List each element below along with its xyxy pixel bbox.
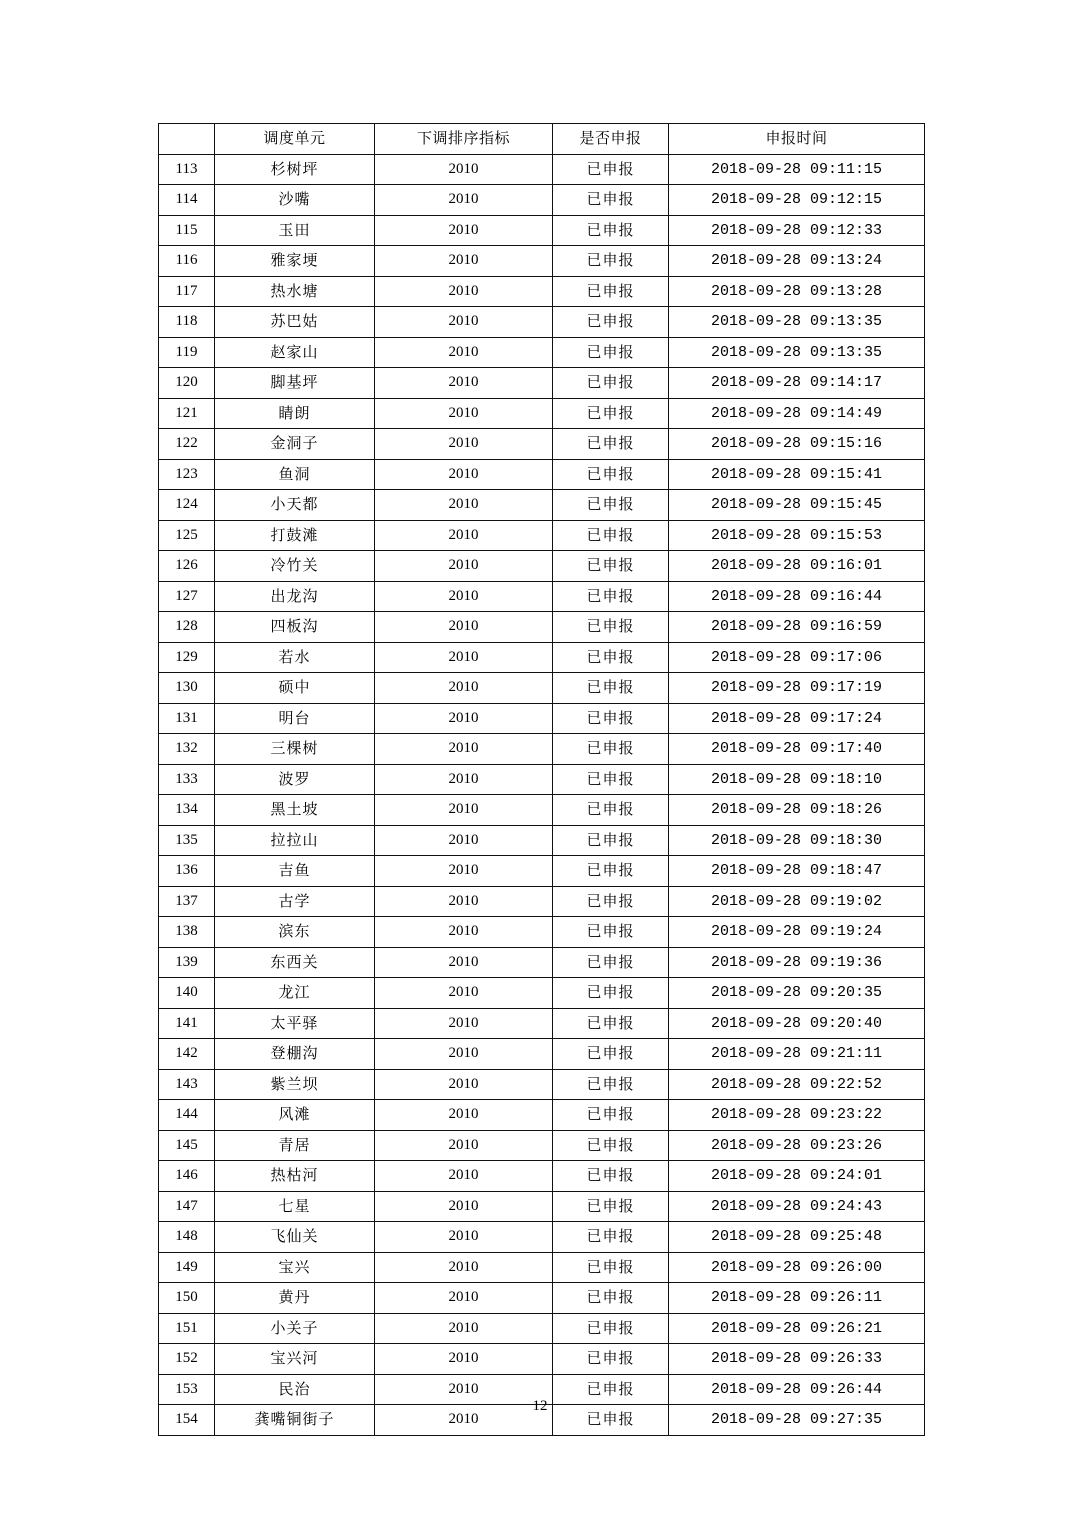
cell-unit: 沙嘴 (215, 185, 375, 216)
cell-time: 2018-09-28 09:16:44 (669, 581, 925, 612)
cell-index: 143 (159, 1069, 215, 1100)
cell-unit: 出龙沟 (215, 581, 375, 612)
cell-index: 117 (159, 276, 215, 307)
cell-metric: 2010 (375, 337, 553, 368)
table-row (159, 1283, 925, 1314)
cell-metric: 2010 (375, 459, 553, 490)
cell-unit: 黄丹 (215, 1283, 375, 1314)
cell-declared: 已申报 (553, 551, 669, 582)
cell-metric: 2010 (375, 703, 553, 734)
cell-index: 118 (159, 307, 215, 338)
table-body (159, 154, 925, 1435)
cell-time: 2018-09-28 09:17:06 (669, 642, 925, 673)
cell-metric: 2010 (375, 581, 553, 612)
cell-index: 145 (159, 1130, 215, 1161)
cell-metric: 2010 (375, 612, 553, 643)
cell-time: 2018-09-28 09:24:43 (669, 1191, 925, 1222)
cell-declared: 已申报 (553, 612, 669, 643)
cell-declared: 已申报 (553, 398, 669, 429)
cell-index: 148 (159, 1222, 215, 1253)
cell-metric: 2010 (375, 185, 553, 216)
table-row (159, 1344, 925, 1375)
cell-index: 127 (159, 581, 215, 612)
cell-declared: 已申报 (553, 734, 669, 765)
table-row (159, 520, 925, 551)
cell-index: 149 (159, 1252, 215, 1283)
cell-metric: 2010 (375, 368, 553, 399)
table-row (159, 185, 925, 216)
cell-metric: 2010 (375, 795, 553, 826)
dispatch-declaration-table (158, 123, 925, 1436)
table-row (159, 1039, 925, 1070)
cell-unit: 三棵树 (215, 734, 375, 765)
cell-unit: 明台 (215, 703, 375, 734)
table-row (159, 581, 925, 612)
table-row (159, 917, 925, 948)
cell-declared: 已申报 (553, 368, 669, 399)
cell-time: 2018-09-28 09:20:35 (669, 978, 925, 1009)
cell-index: 115 (159, 215, 215, 246)
table-row (159, 947, 925, 978)
cell-unit: 龚嘴铜街子 (215, 1405, 375, 1436)
cell-unit: 热枯河 (215, 1161, 375, 1192)
table-row (159, 1161, 925, 1192)
cell-metric: 2010 (375, 1405, 553, 1436)
cell-metric: 2010 (375, 1313, 553, 1344)
cell-time: 2018-09-28 09:19:24 (669, 917, 925, 948)
cell-declared: 已申报 (553, 642, 669, 673)
cell-index: 151 (159, 1313, 215, 1344)
cell-time: 2018-09-28 09:13:28 (669, 276, 925, 307)
cell-time: 2018-09-28 09:26:44 (669, 1374, 925, 1405)
cell-index: 124 (159, 490, 215, 521)
cell-index: 141 (159, 1008, 215, 1039)
table-row (159, 276, 925, 307)
cell-metric: 2010 (375, 215, 553, 246)
table-row (159, 1100, 925, 1131)
cell-index: 114 (159, 185, 215, 216)
cell-metric: 2010 (375, 1100, 553, 1131)
cell-index: 132 (159, 734, 215, 765)
cell-index: 131 (159, 703, 215, 734)
cell-unit: 七星 (215, 1191, 375, 1222)
cell-time: 2018-09-28 09:14:17 (669, 368, 925, 399)
cell-index: 122 (159, 429, 215, 460)
cell-index: 140 (159, 978, 215, 1009)
cell-unit: 雅家埂 (215, 246, 375, 277)
cell-unit: 赵家山 (215, 337, 375, 368)
cell-time: 2018-09-28 09:13:35 (669, 307, 925, 338)
table-row (159, 825, 925, 856)
cell-index: 154 (159, 1405, 215, 1436)
table-header-row (159, 124, 925, 155)
cell-time: 2018-09-28 09:23:26 (669, 1130, 925, 1161)
cell-metric: 2010 (375, 1161, 553, 1192)
page-number: 12 (532, 1398, 548, 1414)
table-row (159, 1313, 925, 1344)
table-row (159, 1222, 925, 1253)
cell-metric: 2010 (375, 398, 553, 429)
cell-time: 2018-09-28 09:18:10 (669, 764, 925, 795)
table-row (159, 856, 925, 887)
cell-metric: 2010 (375, 1252, 553, 1283)
cell-declared: 已申报 (553, 1069, 669, 1100)
cell-unit: 金洞子 (215, 429, 375, 460)
cell-index: 129 (159, 642, 215, 673)
table-row (159, 490, 925, 521)
cell-metric: 2010 (375, 520, 553, 551)
cell-index: 137 (159, 886, 215, 917)
cell-index: 144 (159, 1100, 215, 1131)
cell-index: 139 (159, 947, 215, 978)
cell-time: 2018-09-28 09:17:19 (669, 673, 925, 704)
cell-index: 116 (159, 246, 215, 277)
cell-time: 2018-09-28 09:26:00 (669, 1252, 925, 1283)
cell-declared: 已申报 (553, 490, 669, 521)
cell-declared: 已申报 (553, 520, 669, 551)
cell-metric: 2010 (375, 825, 553, 856)
cell-metric: 2010 (375, 490, 553, 521)
cell-index: 119 (159, 337, 215, 368)
cell-declared: 已申报 (553, 1283, 669, 1314)
cell-unit: 波罗 (215, 764, 375, 795)
cell-index: 150 (159, 1283, 215, 1314)
cell-index: 113 (159, 154, 215, 185)
cell-metric: 2010 (375, 154, 553, 185)
table-row (159, 1130, 925, 1161)
cell-unit: 宝兴河 (215, 1344, 375, 1375)
cell-metric: 2010 (375, 551, 553, 582)
cell-time: 2018-09-28 09:17:24 (669, 703, 925, 734)
cell-time: 2018-09-28 09:16:59 (669, 612, 925, 643)
column-header-time: 申报时间 (669, 124, 925, 155)
table-row (159, 886, 925, 917)
cell-index: 126 (159, 551, 215, 582)
cell-metric: 2010 (375, 764, 553, 795)
cell-time: 2018-09-28 09:27:35 (669, 1405, 925, 1436)
cell-index: 133 (159, 764, 215, 795)
cell-index: 134 (159, 795, 215, 826)
cell-unit: 打鼓滩 (215, 520, 375, 551)
cell-declared: 已申报 (553, 185, 669, 216)
cell-metric: 2010 (375, 1130, 553, 1161)
cell-time: 2018-09-28 09:15:53 (669, 520, 925, 551)
cell-declared: 已申报 (553, 337, 669, 368)
column-header-index (159, 124, 215, 155)
cell-time: 2018-09-28 09:18:26 (669, 795, 925, 826)
cell-time: 2018-09-28 09:12:15 (669, 185, 925, 216)
cell-declared: 已申报 (553, 246, 669, 277)
cell-metric: 2010 (375, 1222, 553, 1253)
cell-metric: 2010 (375, 1069, 553, 1100)
table-header (159, 124, 925, 155)
cell-unit: 滨东 (215, 917, 375, 948)
cell-time: 2018-09-28 09:17:40 (669, 734, 925, 765)
cell-declared: 已申报 (553, 703, 669, 734)
cell-metric: 2010 (375, 429, 553, 460)
cell-unit: 杉树坪 (215, 154, 375, 185)
cell-declared: 已申报 (553, 978, 669, 1009)
cell-index: 153 (159, 1374, 215, 1405)
table-row (159, 764, 925, 795)
cell-time: 2018-09-28 09:21:11 (669, 1039, 925, 1070)
cell-declared: 已申报 (553, 1405, 669, 1436)
cell-unit: 东西关 (215, 947, 375, 978)
cell-time: 2018-09-28 09:19:02 (669, 886, 925, 917)
cell-metric: 2010 (375, 978, 553, 1009)
cell-unit: 紫兰坝 (215, 1069, 375, 1100)
cell-declared: 已申报 (553, 856, 669, 887)
cell-time: 2018-09-28 09:18:30 (669, 825, 925, 856)
cell-declared: 已申报 (553, 1130, 669, 1161)
cell-declared: 已申报 (553, 1222, 669, 1253)
table-row (159, 642, 925, 673)
cell-unit: 小天都 (215, 490, 375, 521)
cell-index: 125 (159, 520, 215, 551)
cell-declared: 已申报 (553, 795, 669, 826)
table-row (159, 551, 925, 582)
column-header-declared: 是否申报 (553, 124, 669, 155)
cell-metric: 2010 (375, 1374, 553, 1405)
cell-time: 2018-09-28 09:15:16 (669, 429, 925, 460)
table-row (159, 337, 925, 368)
table-row (159, 246, 925, 277)
cell-unit: 风滩 (215, 1100, 375, 1131)
cell-declared: 已申报 (553, 1344, 669, 1375)
cell-index: 147 (159, 1191, 215, 1222)
cell-time: 2018-09-28 09:13:35 (669, 337, 925, 368)
cell-declared: 已申报 (553, 1161, 669, 1192)
cell-index: 136 (159, 856, 215, 887)
cell-time: 2018-09-28 09:26:21 (669, 1313, 925, 1344)
table-row (159, 734, 925, 765)
cell-time: 2018-09-28 09:19:36 (669, 947, 925, 978)
table-row (159, 1191, 925, 1222)
cell-metric: 2010 (375, 1283, 553, 1314)
cell-declared: 已申报 (553, 886, 669, 917)
table-row (159, 215, 925, 246)
table-row (159, 1008, 925, 1039)
cell-metric: 2010 (375, 734, 553, 765)
cell-declared: 已申报 (553, 1191, 669, 1222)
cell-unit: 硕中 (215, 673, 375, 704)
cell-unit: 吉鱼 (215, 856, 375, 887)
cell-unit: 玉田 (215, 215, 375, 246)
cell-declared: 已申报 (553, 917, 669, 948)
cell-metric: 2010 (375, 1008, 553, 1039)
cell-time: 2018-09-28 09:14:49 (669, 398, 925, 429)
column-header-metric: 下调排序指标 (375, 124, 553, 155)
cell-metric: 2010 (375, 886, 553, 917)
cell-declared: 已申报 (553, 764, 669, 795)
cell-metric: 2010 (375, 642, 553, 673)
cell-metric: 2010 (375, 947, 553, 978)
cell-unit: 四板沟 (215, 612, 375, 643)
cell-unit: 小关子 (215, 1313, 375, 1344)
cell-unit: 黑土坡 (215, 795, 375, 826)
cell-metric: 2010 (375, 673, 553, 704)
table-row (159, 368, 925, 399)
cell-index: 135 (159, 825, 215, 856)
cell-index: 128 (159, 612, 215, 643)
cell-unit: 民治 (215, 1374, 375, 1405)
table-row (159, 673, 925, 704)
cell-unit: 若水 (215, 642, 375, 673)
cell-metric: 2010 (375, 276, 553, 307)
cell-metric: 2010 (375, 856, 553, 887)
cell-unit: 飞仙关 (215, 1222, 375, 1253)
cell-time: 2018-09-28 09:11:15 (669, 154, 925, 185)
cell-time: 2018-09-28 09:20:40 (669, 1008, 925, 1039)
cell-index: 146 (159, 1161, 215, 1192)
table-row (159, 154, 925, 185)
cell-unit: 睛朗 (215, 398, 375, 429)
table-row (159, 795, 925, 826)
cell-unit: 苏巴姑 (215, 307, 375, 338)
cell-declared: 已申报 (553, 1100, 669, 1131)
cell-declared: 已申报 (553, 307, 669, 338)
cell-time: 2018-09-28 09:16:01 (669, 551, 925, 582)
table-row (159, 1069, 925, 1100)
cell-declared: 已申报 (553, 1039, 669, 1070)
cell-unit: 宝兴 (215, 1252, 375, 1283)
cell-declared: 已申报 (553, 673, 669, 704)
cell-time: 2018-09-28 09:23:22 (669, 1100, 925, 1131)
cell-unit: 古学 (215, 886, 375, 917)
cell-unit: 龙江 (215, 978, 375, 1009)
cell-time: 2018-09-28 09:12:33 (669, 215, 925, 246)
cell-time: 2018-09-28 09:15:45 (669, 490, 925, 521)
table-row (159, 703, 925, 734)
cell-metric: 2010 (375, 246, 553, 277)
table-row (159, 307, 925, 338)
cell-time: 2018-09-28 09:18:47 (669, 856, 925, 887)
cell-declared: 已申报 (553, 1252, 669, 1283)
cell-declared: 已申报 (553, 459, 669, 490)
cell-index: 138 (159, 917, 215, 948)
cell-metric: 2010 (375, 917, 553, 948)
column-header-unit: 调度单元 (215, 124, 375, 155)
table-row (159, 978, 925, 1009)
cell-index: 123 (159, 459, 215, 490)
cell-declared: 已申报 (553, 215, 669, 246)
dispatch-declaration-table-wrapper (158, 123, 924, 1436)
cell-time: 2018-09-28 09:24:01 (669, 1161, 925, 1192)
cell-unit: 鱼洞 (215, 459, 375, 490)
cell-unit: 登棚沟 (215, 1039, 375, 1070)
cell-declared: 已申报 (553, 1008, 669, 1039)
cell-metric: 2010 (375, 307, 553, 338)
cell-index: 142 (159, 1039, 215, 1070)
cell-declared: 已申报 (553, 429, 669, 460)
cell-unit: 太平驿 (215, 1008, 375, 1039)
cell-unit: 冷竹关 (215, 551, 375, 582)
cell-index: 121 (159, 398, 215, 429)
cell-unit: 热水塘 (215, 276, 375, 307)
cell-unit: 脚基坪 (215, 368, 375, 399)
table-row (159, 612, 925, 643)
cell-declared: 已申报 (553, 825, 669, 856)
cell-index: 152 (159, 1344, 215, 1375)
cell-declared: 已申报 (553, 581, 669, 612)
cell-declared: 已申报 (553, 154, 669, 185)
cell-metric: 2010 (375, 1191, 553, 1222)
cell-unit: 拉拉山 (215, 825, 375, 856)
cell-time: 2018-09-28 09:15:41 (669, 459, 925, 490)
table-row (159, 398, 925, 429)
cell-declared: 已申报 (553, 1374, 669, 1405)
cell-time: 2018-09-28 09:25:48 (669, 1222, 925, 1253)
table-row (159, 429, 925, 460)
cell-time: 2018-09-28 09:13:24 (669, 246, 925, 277)
cell-declared: 已申报 (553, 276, 669, 307)
table-row (159, 459, 925, 490)
cell-metric: 2010 (375, 1039, 553, 1070)
cell-time: 2018-09-28 09:26:33 (669, 1344, 925, 1375)
cell-index: 120 (159, 368, 215, 399)
cell-time: 2018-09-28 09:26:11 (669, 1283, 925, 1314)
cell-index: 130 (159, 673, 215, 704)
cell-declared: 已申报 (553, 1313, 669, 1344)
cell-metric: 2010 (375, 1344, 553, 1375)
cell-unit: 青居 (215, 1130, 375, 1161)
table-row (159, 1252, 925, 1283)
cell-time: 2018-09-28 09:22:52 (669, 1069, 925, 1100)
cell-declared: 已申报 (553, 947, 669, 978)
